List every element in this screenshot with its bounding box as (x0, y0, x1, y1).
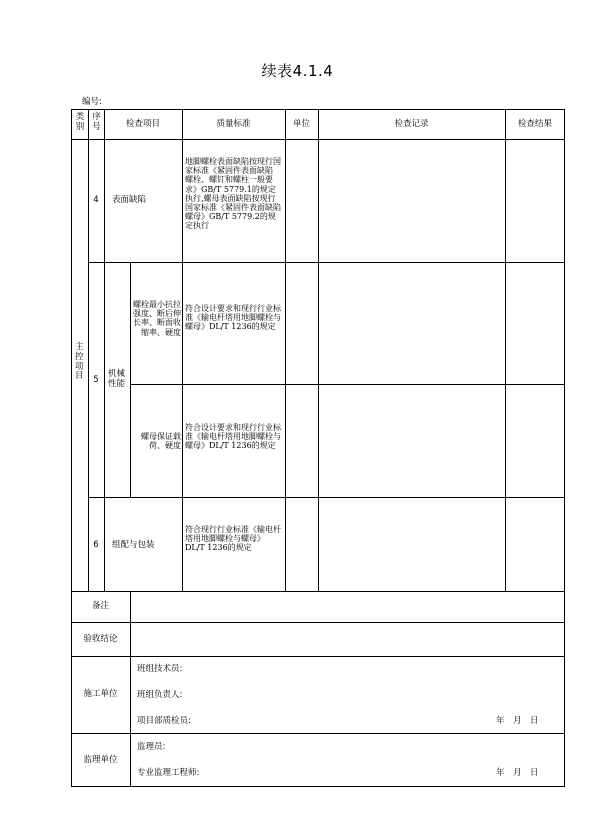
category-main-control: 主控项目 (75, 342, 84, 382)
row-5b-item: 螺母保证载荷、硬度 (141, 432, 181, 451)
construction-date: 年 月 日 (496, 716, 539, 726)
header-category: 类别 (75, 112, 85, 132)
row-6-seq: 6 (93, 540, 99, 550)
construction-unit-label: 施工单位 (83, 689, 118, 699)
row-6-standard: 符合现行行业标准《输电杆塔用地脚螺栓与螺母》DL/T 1236的规定 (185, 525, 281, 553)
supervision-supervisor-label: 监理员: (137, 742, 166, 752)
supervision-unit-label: 监理单位 (83, 755, 118, 765)
row-6-item: 组配与包装 (112, 540, 155, 550)
code-label: 编号: (82, 97, 102, 107)
header-item: 检查项目 (125, 119, 160, 129)
construction-leader-label: 班组负责人: (137, 690, 183, 700)
page-title: 续表4.1.4 (261, 62, 334, 80)
construction-tech-label: 班组技术员: (137, 664, 183, 674)
supervision-engineer-label: 专业监理工程师: (137, 768, 200, 778)
construction-qc-label: 项目部质检员: (137, 716, 191, 726)
supervision-date: 年 月 日 (496, 768, 539, 778)
header-result: 检查结果 (517, 119, 552, 129)
row-4-standard: 地脚螺栓表面缺陷按现行国家标准《紧固件表面缺陷 螺栓、螺钉和螺柱一般要求》GB/T 5779.1的规定执行,螺母表面缺陷按现行国家标准《紧固件表面缺陷螺母》GB/T 5779.2的规定执行 (185, 157, 281, 231)
acceptance-label: 验收结论 (83, 634, 118, 644)
remarks-label: 备注 (91, 601, 109, 611)
row-5-seq: 5 (93, 375, 99, 385)
header-seq: 序号 (92, 112, 101, 132)
row-5-item: 机械性能 (108, 369, 126, 389)
header-standard: 质量标准 (216, 119, 251, 129)
row-4-item: 表面缺陷 (112, 195, 147, 205)
row-5b-standard: 符合设计要求和现行行业标准《输电杆塔用地脚螺栓与螺母》DL/T 1236的规定 (185, 423, 281, 451)
row-4-seq: 4 (93, 195, 99, 205)
row-5a-standard: 符合设计要求和现行行业标准《输电杆塔用地脚螺栓与螺母》DL/T 1236的规定 (185, 304, 281, 332)
header-record: 检查记录 (394, 119, 429, 129)
row-5a-item: 螺栓最小抗拉强度、断后伸长率、断面收缩率、硬度 (133, 300, 181, 337)
header-unit: 单位 (292, 119, 310, 129)
